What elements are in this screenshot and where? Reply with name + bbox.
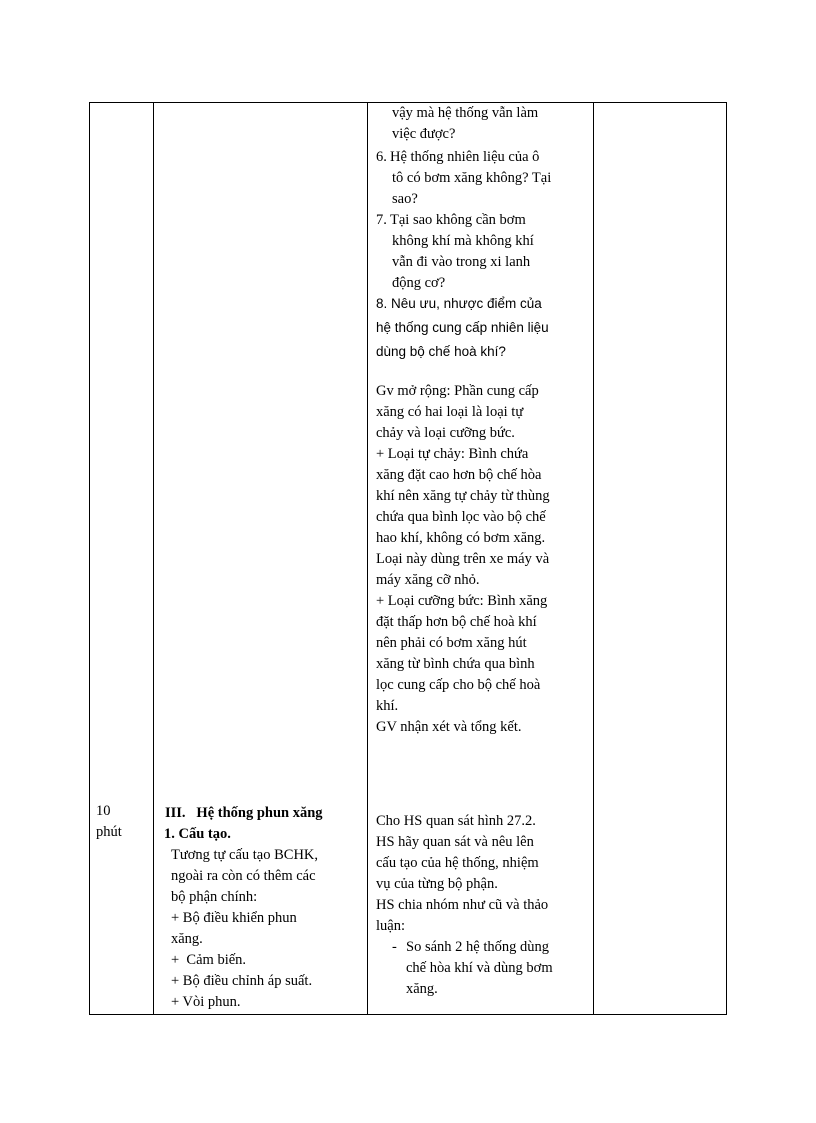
text-line: Gv mở rộng: Phần cung cấp [376,383,539,399]
time-cell [96,801,148,843]
text-line: ngoài ra còn có thêm các [171,868,316,884]
text-line: + Vòi phun. [171,994,241,1010]
text-line: bộ phận chính: [171,889,258,905]
lesson-plan-table [89,102,727,1015]
text-line: chảy và loại cưỡng bức. [376,425,515,441]
text-line: chứa qua bình lọc vào bộ chế [376,509,546,525]
teacher-expansion [376,381,588,444]
conclusion-text: GV nhận xét và tổng kết. [376,719,522,735]
question-7 [376,210,588,294]
comparison-bullet [376,937,588,1000]
content-body [165,845,365,1013]
question-5-tail [376,103,588,145]
text-line: khí nên xăng tự chảy từ thùng [376,488,550,504]
text-line: Tại sao không cần bơm [390,212,526,228]
text-line: việc được? [392,126,456,142]
text-line: + Bộ điều khiển phun [171,910,297,926]
text-line: vụ của từng bộ phận. [376,876,498,892]
question-8 [376,292,588,364]
section-title: III. Hệ thống phun xăng [165,805,323,821]
text-line: Hệ thống nhiên liệu của ô [390,149,540,165]
column-divider [367,103,368,1014]
column-divider [593,103,594,1014]
text-line: 8. Nêu ưu, nhược điểm của [376,296,542,311]
text-line: tô có bơm xăng không? Tại [392,170,552,186]
text-line: So sánh 2 hệ thống dùng [406,939,549,955]
text-line: đặt thấp hơn bộ chế hoà khí [376,614,537,630]
text-line: máy xăng cỡ nhỏ. [376,572,480,588]
text-line: HS hãy quan sát và nêu lên [376,834,534,850]
text-line: Tương tự cấu tạo BCHK, [171,847,319,863]
text-line: HS chia nhóm như cũ và thảo [376,897,549,913]
column-divider [153,103,154,1014]
text-line: xăng. [171,931,203,947]
text-line: xăng đặt cao hơn bộ chế hòa [376,467,542,483]
text-line: động cơ? [392,275,446,291]
text-line: dùng bộ chế hoà khí? [376,344,506,359]
subsection-title: 1. Cấu tạo. [164,826,231,842]
self-flow-type [376,444,588,591]
text-line: hao khí, không có bơm xăng. [376,530,546,546]
text-line: + Cảm biến. [171,952,247,968]
text-line: xăng từ bình chứa qua bình [376,656,535,672]
text-line: luận: [376,918,405,934]
question-6 [376,147,588,210]
text-line: xăng có hai loại là loại tự [376,404,524,420]
content-cell [165,803,365,1013]
text-line: xăng. [406,981,438,997]
text-line: không khí mà không khí [392,233,534,249]
upper-activities-cell [376,103,588,738]
question-number: 6. [376,149,387,165]
text-line: + Loại cưỡng bức: Bình xăng [376,593,548,609]
text-line: khí. [376,698,399,714]
bullet-dash: - [392,939,397,955]
text-line: lọc cung cấp cho bộ chế hoà [376,677,541,693]
text-line: + Bộ điều chỉnh áp suất. [171,973,313,989]
text-line: cấu tạo của hệ thống, nhiệm [376,855,539,871]
text-line: hệ thống cung cấp nhiên liệu [376,320,549,335]
text-line: vậy mà hệ thống vẫn làm [392,105,539,121]
text-line: Loại này dùng trên xe máy và [376,551,550,567]
time-value: 10 [96,803,111,819]
time-unit: phút [96,824,122,840]
text-line: Cho HS quan sát hình 27.2. [376,813,536,829]
question-number: 7. [376,212,387,228]
text-line: + Loại tự chảy: Bình chứa [376,446,529,462]
lower-activities-cell [376,811,588,1000]
text-line: nên phải có bơm xăng hút [376,635,527,651]
text-line: sao? [392,191,418,207]
forced-type [376,591,588,717]
text-line: vẫn đi vào trong xi lanh [392,254,531,270]
text-line: chế hòa khí và dùng bơm [406,960,553,976]
